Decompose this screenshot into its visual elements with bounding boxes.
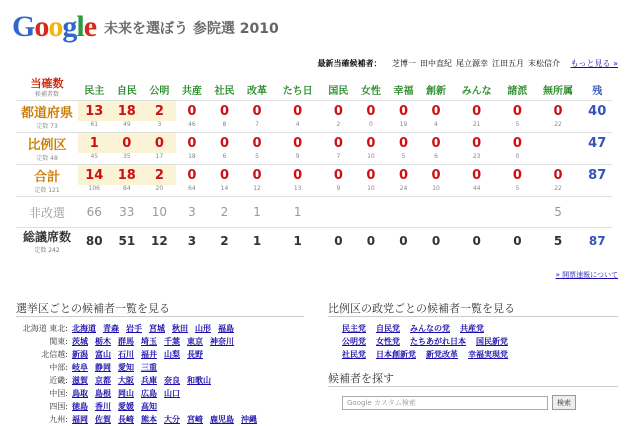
divider (328, 386, 618, 387)
party-header: たち日 (273, 78, 322, 101)
prefecture-link[interactable]: 宮崎 (187, 415, 203, 424)
seat-count: 0 (431, 135, 441, 151)
seat-count: 2 (143, 101, 176, 122)
seat-count: 0 (219, 135, 229, 151)
party-header: 女性 (355, 78, 388, 101)
party-list (342, 322, 518, 361)
total-count: 5 (553, 234, 563, 248)
candidate-count: 12 (241, 185, 274, 197)
result-row (16, 101, 612, 122)
logo-letter: o (34, 10, 49, 43)
region-label: 近畿: (49, 376, 68, 385)
party-header: みんな (452, 78, 501, 101)
footnote (556, 270, 618, 280)
party-header: 民主 (78, 78, 111, 101)
candidate-count: 7 (241, 121, 274, 133)
region-label: 北海道 東北: (22, 324, 68, 333)
region-label: 関東: (49, 337, 68, 346)
prefecture-link[interactable]: 石川 (118, 350, 134, 359)
region-row (16, 348, 264, 361)
candidate-count: 10 (420, 185, 453, 197)
latest-winner-name: 江田五月 (492, 59, 525, 68)
prefecture-link[interactable]: 熊本 (141, 415, 157, 424)
row-label (16, 228, 78, 255)
prefecture-link[interactable]: 沖縄 (241, 415, 257, 424)
prefecture-link[interactable]: 和歌山 (187, 376, 211, 385)
seat-count: 0 (333, 167, 343, 183)
nonelect-count (452, 197, 501, 228)
corner-title: 当確数 (30, 77, 64, 90)
region-row (16, 387, 264, 400)
seat-count: 0 (366, 103, 376, 119)
total-count: 80 (85, 234, 103, 248)
seat-count: 0 (472, 167, 482, 183)
seat-count: 0 (143, 133, 176, 154)
prefecture-link[interactable]: 北海道 (72, 324, 96, 333)
total-count: 0 (472, 234, 481, 248)
latest-winner-name: 田中直紀 (420, 59, 453, 68)
seat-count: 0 (219, 167, 229, 183)
empty-cell (582, 153, 612, 165)
candidate-count: 13 (273, 185, 322, 197)
row-label: 比例区 (27, 137, 67, 153)
candidate-count: 2 (322, 121, 355, 133)
seat-count: 0 (512, 135, 522, 151)
remaining-count: 87 (588, 234, 606, 248)
party-link[interactable]: 幸福実現党 (468, 350, 508, 359)
prefecture-link[interactable]: 大分 (164, 415, 180, 424)
prefecture-link[interactable]: 鳥取 (72, 389, 88, 398)
candidate-count: 46 (176, 121, 209, 133)
candidate-count: 44 (452, 185, 501, 197)
prefecture-link[interactable]: 三重 (141, 363, 157, 372)
nonelect-count: 3 (176, 197, 209, 228)
nonelect-count: 1 (273, 197, 322, 228)
corner-subtitle: 候補者数 (34, 91, 59, 98)
party-link[interactable]: 社民党 (342, 350, 366, 359)
latest-winners (317, 58, 618, 69)
seat-count: 0 (472, 135, 482, 151)
page-title: 未来を選ぼう 参院選 2010 (104, 21, 279, 37)
prefecture-link[interactable]: 新潟 (72, 350, 88, 359)
prefecture-link[interactable]: 徳島 (72, 402, 88, 411)
latest-label: 最新当確候補者： (317, 59, 382, 68)
results-table (16, 78, 612, 254)
search-title: 候補者を探す (328, 372, 394, 385)
row-label: 非改選 (16, 197, 78, 228)
party-link[interactable]: 共産党 (460, 324, 484, 333)
fixed-label: 定数 48 (16, 153, 78, 165)
candidate-count: 106 (78, 185, 111, 197)
prefecture-link[interactable]: 長崎 (118, 415, 134, 424)
total-row (16, 228, 612, 255)
prefecture-link[interactable]: 長野 (187, 350, 203, 359)
nonelect-count (501, 197, 534, 228)
prefecture-link[interactable]: 栃木 (95, 337, 111, 346)
fixed-label: 定数 121 (16, 185, 78, 197)
candidate-count: 6 (420, 153, 453, 165)
candidate-count: 4 (420, 121, 453, 133)
seat-count: 0 (512, 103, 522, 119)
candidate-count: 22 (534, 185, 583, 197)
party-link[interactable]: たちあがれ日本 (410, 337, 466, 346)
total-count: 0 (366, 234, 376, 248)
prefecture-link[interactable]: 東京 (187, 337, 203, 346)
header (12, 6, 279, 42)
prefecture-link[interactable]: 宮城 (149, 324, 165, 333)
party-header: 社民 (208, 78, 241, 101)
nonelect-count: 1 (241, 197, 274, 228)
candidate-count: 5 (501, 185, 534, 197)
prefecture-link[interactable]: 山梨 (164, 350, 180, 359)
prefecture-link[interactable]: 富山 (95, 350, 111, 359)
seat-count: 0 (293, 167, 303, 183)
seat-count: 0 (111, 133, 144, 154)
search-input[interactable]: Google カスタム検索 (342, 396, 548, 410)
seat-count: 14 (78, 165, 111, 186)
result-row (16, 133, 612, 154)
nonelect-count: 2 (208, 197, 241, 228)
total-sub: 定数 242 (34, 247, 60, 254)
total-count: 0 (431, 234, 441, 248)
seat-count: 0 (252, 103, 262, 119)
party-row (342, 322, 518, 335)
logo-letter: o (48, 10, 63, 43)
seat-count: 2 (143, 165, 176, 186)
candidate-count: 61 (78, 121, 111, 133)
prefecture-link[interactable]: 秋田 (172, 324, 188, 333)
candidate-count: 9 (273, 153, 322, 165)
table-corner (16, 78, 78, 101)
seat-count: 0 (366, 135, 376, 151)
candidate-count: 18 (176, 153, 209, 165)
candidate-count: 0 (355, 121, 388, 133)
candidate-count: 17 (143, 153, 176, 165)
total-count: 1 (252, 234, 262, 248)
prefecture-link[interactable]: 青森 (103, 324, 119, 333)
candidate-count (534, 153, 583, 165)
candidate-count: 5 (501, 121, 534, 133)
prefecture-link[interactable]: 神奈川 (210, 337, 234, 346)
row-label: 都道府県 (20, 105, 73, 121)
total-count: 3 (187, 234, 197, 248)
prefecture-link[interactable]: 福島 (218, 324, 234, 333)
region-row (16, 361, 264, 374)
prefecture-link[interactable]: 福井 (141, 350, 157, 359)
seat-count: 0 (293, 103, 303, 119)
region-row (16, 374, 264, 387)
logo-letter: G (12, 10, 35, 43)
remaining-count: 40 (588, 103, 607, 119)
nonelect-count: 33 (111, 197, 144, 228)
party-header: 改革 (241, 78, 274, 101)
party-header: 無所属 (534, 78, 583, 101)
prefecture-link[interactable]: 山形 (195, 324, 211, 333)
logo-letter: g (62, 10, 77, 43)
seat-count: 0 (366, 167, 376, 183)
candidate-row (16, 121, 612, 133)
candidate-count: 23 (452, 153, 501, 165)
candidate-count: 3 (143, 121, 176, 133)
prefecture-link[interactable]: 京都 (95, 376, 111, 385)
nonelect-row (16, 197, 612, 228)
candidate-count: 84 (111, 185, 144, 197)
seat-count: 18 (111, 101, 144, 122)
latest-winner-name: 尾立源幸 (456, 59, 489, 68)
regions-list (16, 322, 264, 426)
total-count: 0 (513, 234, 522, 248)
seat-count: 0 (553, 103, 563, 119)
prefecture-link[interactable]: 兵庫 (141, 376, 157, 385)
total-count: 0 (399, 234, 408, 248)
party-link[interactable]: 公明党 (342, 337, 366, 346)
regions-title: 選挙区ごとの候補者一覧を見る (16, 302, 170, 315)
region-row (16, 400, 264, 413)
party-title: 比例区の政党ごとの候補者一覧を見る (328, 302, 515, 315)
party-link[interactable]: 新党改革 (426, 350, 458, 359)
prefecture-link[interactable]: 愛知 (118, 363, 134, 372)
more-link[interactable]: もっと見る » (570, 59, 618, 68)
party-header: 自民 (111, 78, 144, 101)
divider (328, 316, 618, 317)
result-row (16, 165, 612, 186)
remaining-header: 残 (582, 78, 612, 101)
seat-count: 0 (219, 103, 229, 119)
seat-count: 18 (111, 165, 144, 186)
nonelect-count: 66 (78, 197, 111, 228)
party-link[interactable]: みんなの党 (410, 324, 450, 333)
seat-count: 0 (431, 103, 441, 119)
candidate-count: 14 (208, 185, 241, 197)
party-header: 共産 (176, 78, 209, 101)
seat-count: 0 (431, 167, 441, 183)
latest-winner-name: 末松信介 (528, 59, 561, 68)
prefecture-link[interactable]: 埼玉 (141, 337, 157, 346)
party-header: 創新 (420, 78, 453, 101)
candidate-count: 35 (111, 153, 144, 165)
search-button[interactable]: 検索 (552, 395, 576, 410)
seat-count: 0 (187, 135, 197, 151)
party-link[interactable]: 民主党 (342, 324, 366, 333)
candidate-count: 22 (534, 121, 583, 133)
party-header: 幸福 (387, 78, 420, 101)
prefecture-link[interactable]: 岡山 (118, 389, 134, 398)
latest-winner-name: 芝博一 (392, 59, 417, 68)
region-label: 九州: (49, 415, 68, 424)
results-info-link[interactable]: » 開票速報について (555, 271, 618, 279)
party-header: 諸派 (501, 78, 534, 101)
nonelect-count (322, 197, 355, 228)
seat-count: 0 (293, 135, 303, 151)
region-label: 四国: (49, 402, 68, 411)
seat-count: 0 (187, 167, 197, 183)
nonelect-count (355, 197, 388, 228)
seat-count: 0 (187, 103, 197, 119)
party-row (342, 335, 518, 348)
candidate-count: 4 (273, 121, 322, 133)
candidate-row (16, 153, 612, 165)
prefecture-link[interactable]: 島根 (95, 389, 111, 398)
region-label: 中国: (49, 389, 68, 398)
prefecture-link[interactable]: 鹿児島 (210, 415, 234, 424)
total-count: 1 (293, 234, 302, 248)
divider (16, 316, 304, 317)
candidate-count: 21 (452, 121, 501, 133)
seat-count (534, 133, 583, 154)
nonelect-count (420, 197, 453, 228)
candidate-count: 7 (322, 153, 355, 165)
seat-count: 0 (398, 135, 408, 151)
prefecture-link[interactable]: 岐阜 (72, 363, 88, 372)
seat-count: 0 (252, 167, 262, 183)
total-count: 0 (334, 234, 343, 248)
logo-letter: e (83, 10, 97, 43)
seat-count: 0 (472, 103, 482, 119)
candidate-count: 24 (387, 185, 420, 197)
seat-count: 0 (553, 167, 563, 183)
candidate-count: 64 (176, 185, 209, 197)
region-label: 中部: (49, 363, 68, 372)
remaining-count: 87 (588, 167, 607, 183)
candidate-count: 49 (111, 121, 144, 133)
prefecture-link[interactable]: 愛媛 (118, 402, 134, 411)
party-link[interactable]: 日本創新党 (376, 350, 416, 359)
remaining-count: 47 (588, 135, 607, 151)
total-count: 2 (220, 234, 229, 248)
prefecture-link[interactable]: 奈良 (164, 376, 180, 385)
candidate-count: 6 (208, 153, 241, 165)
seat-count: 0 (398, 167, 408, 183)
prefecture-link[interactable]: 千葉 (164, 337, 180, 346)
party-link[interactable]: 女性党 (376, 337, 400, 346)
candidate-count: 0 (501, 153, 534, 165)
total-label: 総議席数 (22, 230, 71, 244)
seat-count: 1 (78, 133, 111, 154)
seat-count: 0 (512, 167, 522, 183)
seat-count: 0 (398, 103, 408, 119)
candidate-count: 9 (322, 185, 355, 197)
total-count: 12 (151, 234, 168, 248)
candidate-count: 10 (355, 185, 388, 197)
candidate-count: 45 (78, 153, 111, 165)
candidate-count: 20 (143, 185, 176, 197)
candidate-count: 10 (355, 153, 388, 165)
empty-cell (582, 121, 612, 133)
region-row (16, 335, 264, 348)
google-logo[interactable] (12, 12, 96, 42)
nonelect-count: 10 (143, 197, 176, 228)
region-label: 北信越: (41, 350, 68, 359)
prefecture-link[interactable]: 福岡 (72, 415, 88, 424)
party-row (342, 348, 518, 361)
nonelect-count (387, 197, 420, 228)
fixed-label: 定数 73 (16, 121, 78, 133)
prefecture-link[interactable]: 静岡 (95, 363, 111, 372)
logo-letter: l (76, 10, 84, 43)
party-link[interactable]: 自民党 (376, 324, 400, 333)
region-row (16, 322, 264, 335)
candidate-count: 5 (241, 153, 274, 165)
candidate-count: 5 (387, 153, 420, 165)
seat-count: 0 (252, 135, 262, 151)
prefecture-link[interactable]: 大阪 (118, 376, 134, 385)
prefecture-link[interactable]: 茨城 (72, 337, 88, 346)
seat-count: 0 (333, 135, 343, 151)
candidate-count: 8 (208, 121, 241, 133)
prefecture-link[interactable]: 滋賀 (72, 376, 88, 385)
nonelect-count: 5 (534, 197, 583, 228)
prefecture-link[interactable]: 山口 (164, 389, 180, 398)
seat-count: 13 (78, 101, 111, 122)
total-count: 51 (118, 234, 136, 248)
party-header: 国民 (322, 78, 355, 101)
empty-cell (582, 185, 612, 197)
prefecture-link[interactable]: 高知 (141, 402, 157, 411)
party-header: 公明 (143, 78, 176, 101)
prefecture-link[interactable]: 岩手 (126, 324, 142, 333)
prefecture-link[interactable]: 佐賀 (95, 415, 111, 424)
party-link[interactable]: 国民新党 (476, 337, 508, 346)
prefecture-link[interactable]: 群馬 (118, 337, 134, 346)
seat-count: 0 (333, 103, 343, 119)
candidate-row (16, 185, 612, 197)
region-row (16, 413, 264, 426)
prefecture-link[interactable]: 広島 (141, 389, 157, 398)
empty-cell (582, 197, 612, 228)
prefecture-link[interactable]: 香川 (95, 402, 111, 411)
candidate-count: 19 (387, 121, 420, 133)
row-label: 合計 (33, 169, 60, 185)
